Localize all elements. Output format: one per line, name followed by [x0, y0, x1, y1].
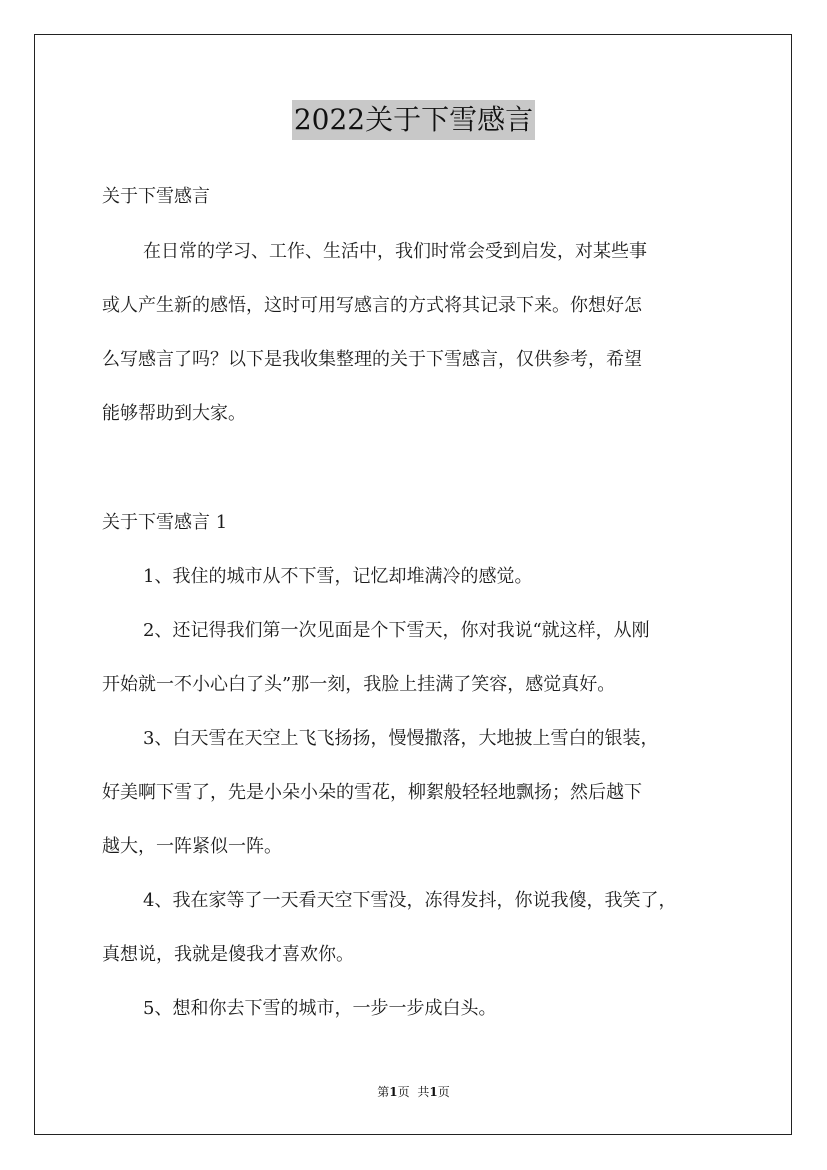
- footer-page-current: 1: [389, 1085, 398, 1099]
- page-footer: [0, 1083, 827, 1100]
- subtitle: 关于下雪感言: [102, 186, 210, 207]
- intro-line: 能够帮助到大家。: [102, 403, 246, 424]
- item-line: 4、我在家等了一天看天空下雪没，冻得发抖，你说我傻，我笑了，: [143, 890, 677, 911]
- footer-total-suffix: 页: [437, 1085, 450, 1099]
- item-line: 3、白天雪在天空上飞飞扬扬，慢慢撒落，大地披上雪白的银装，: [143, 728, 659, 749]
- footer-page-prefix: 第: [377, 1085, 390, 1099]
- item-line: 2、还记得我们第一次见面是个下雪天，你对我说“就这样，从刚: [143, 620, 650, 641]
- item-line: 好美啊下雪了，先是小朵小朵的雪花，柳絮般轻轻地飘扬；然后越下: [102, 782, 642, 803]
- intro-line: 么写感言了吗？以下是我收集整理的关于下雪感言，仅供参考，希望: [102, 349, 642, 370]
- page-title: 2022关于下雪感言: [292, 100, 535, 140]
- footer-page-suffix: 页: [397, 1085, 410, 1099]
- item-line: 5、想和你去下雪的城市，一步一步成白头。: [143, 998, 497, 1019]
- intro-line: 在日常的学习、工作、生活中，我们时常会受到启发，对某些事: [143, 241, 647, 262]
- footer-total-prefix: 共: [417, 1085, 430, 1099]
- item-line: 1、我住的城市从不下雪，记忆却堆满冷的感觉。: [143, 566, 533, 587]
- intro-line: 或人产生新的感悟，这时可用写感言的方式将其记录下来。你想好怎: [102, 295, 642, 316]
- footer-total-pages: 1: [429, 1085, 438, 1099]
- item-line: 越大，一阵紧似一阵。: [102, 836, 282, 857]
- title-container: [0, 100, 827, 140]
- item-line: 真想说，我就是傻我才喜欢你。: [102, 944, 354, 965]
- item-line: 开始就一不小心白了头”那一刻，我脸上挂满了笑容，感觉真好。: [102, 674, 616, 695]
- section-heading: 关于下雪感言 1: [102, 512, 228, 533]
